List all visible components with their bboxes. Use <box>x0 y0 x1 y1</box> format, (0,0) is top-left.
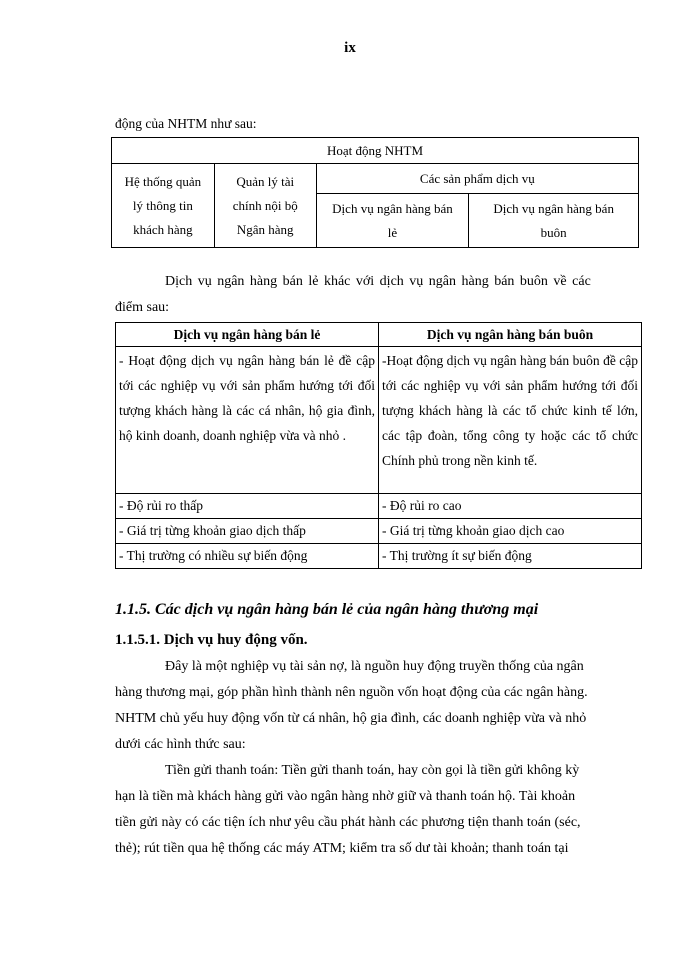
finance-line: chính nội bộ <box>232 197 298 213</box>
deposit-paragraph <box>115 654 640 758</box>
retail-risk-cell: - Độ rủi ro thấp <box>116 494 379 519</box>
para-line: hạn là tiền mà khách hàng gửi vào ngân hàng nhờ giữ và thanh toán hộ. Tài khoản <box>115 789 576 804</box>
demand-deposit-paragraph <box>115 758 640 862</box>
retail-definition-cell: - Hoạt động dịch vụ ngân hàng bán lẻ đề cập tới các nghiệp vụ với sản phẩm hướng tới đối tượng khách hàng là các cá nhân, hộ gia đình, hộ kinh doanh, doanh nghiệp vừa và nhỏ . <box>116 347 379 494</box>
para-line: thẻ); rút tiền qua hệ thống các máy ATM; kiểm tra số dư tài khoản; thanh toán tại <box>115 841 569 856</box>
page-number: ix <box>344 40 356 56</box>
crm-line: Hệ thống quản <box>124 173 202 189</box>
para-line: Dịch vụ ngân hàng bán lẻ khác với dịch vụ ngân hàng bán buôn về các <box>165 274 591 289</box>
banking-activities-table <box>111 137 639 248</box>
wholesale-banking-cell <box>469 194 639 248</box>
retail-banking-cell <box>316 194 469 248</box>
retail-market-cell: - Thị trường có nhiều sự biến động <box>116 544 379 569</box>
wholesale-value-cell: - Giá trị từng khoản giao dịch cao <box>379 519 642 544</box>
crm-cell <box>112 164 215 248</box>
para-line: hàng thương mại, góp phần hình thành nên nguồn vốn hoạt động của các ngân hàng. <box>115 685 588 700</box>
retail-value-cell: - Giá trị từng khoản giao dịch thấp <box>116 519 379 544</box>
crm-line: khách hàng <box>133 221 193 237</box>
wholesale-line: Dịch vụ ngân hàng bán <box>493 200 614 216</box>
para-line: NHTM chủ yếu huy động vốn từ cá nhân, hộ gia đình, các doanh nghiệp vừa và nhỏ <box>115 711 587 726</box>
section-heading: 1.1.5. Các dịch vụ ngân hàng bán lẻ của ngân hàng thương mại <box>115 601 539 618</box>
wholesale-header: Dịch vụ ngân hàng bán buôn <box>379 323 642 347</box>
wholesale-risk-cell: - Độ rủi ro cao <box>379 494 642 519</box>
subsection-heading: 1.1.5.1. Dịch vụ huy động vốn. <box>115 632 308 648</box>
finance-line: Ngân hàng <box>236 221 294 237</box>
internal-finance-cell <box>214 164 316 248</box>
retail-line: lẻ <box>387 224 398 240</box>
finance-line: Quản lý tài <box>236 173 295 189</box>
para-line: Tiền gửi thanh toán: Tiền gửi thanh toán, hay còn gọi là tiền gửi không kỳ <box>165 763 580 778</box>
wholesale-line: buôn <box>540 224 567 240</box>
retail-vs-wholesale-table <box>115 322 642 569</box>
retail-line: Dịch vụ ngân hàng bán <box>332 200 453 216</box>
table1-title: Hoạt động NHTM <box>112 138 639 164</box>
comparison-paragraph <box>115 269 640 321</box>
retail-header: Dịch vụ ngân hàng bán lẻ <box>116 323 379 347</box>
para-line: tiền gửi này có các tiện ích như yêu cầu phát hành các phương tiện thanh toán (séc, <box>115 815 581 830</box>
crm-line: lý thông tin <box>132 197 193 213</box>
para-line: điểm sau: <box>115 300 170 315</box>
para-line: Đây là một nghiệp vụ tài sản nợ, là nguồn huy động truyền thống của ngân <box>165 659 584 674</box>
products-header: Các sản phẩm dịch vụ <box>316 164 638 194</box>
intro-text: động của NHTM như sau: <box>115 116 257 131</box>
wholesale-market-cell: - Thị trường ít sự biến động <box>379 544 642 569</box>
para-line: dưới các hình thức sau: <box>115 737 246 752</box>
wholesale-definition-cell: -Hoạt động dịch vụ ngân hàng bán buôn đề cập tới các nghiệp vụ với sản phẩm hướng tới đối tượng khách hàng là các tổ chức kinh tế lớn, các tập đoàn, tổng công ty hoặc các tổ chức Chính phủ trong nền kinh tế. <box>379 347 642 494</box>
